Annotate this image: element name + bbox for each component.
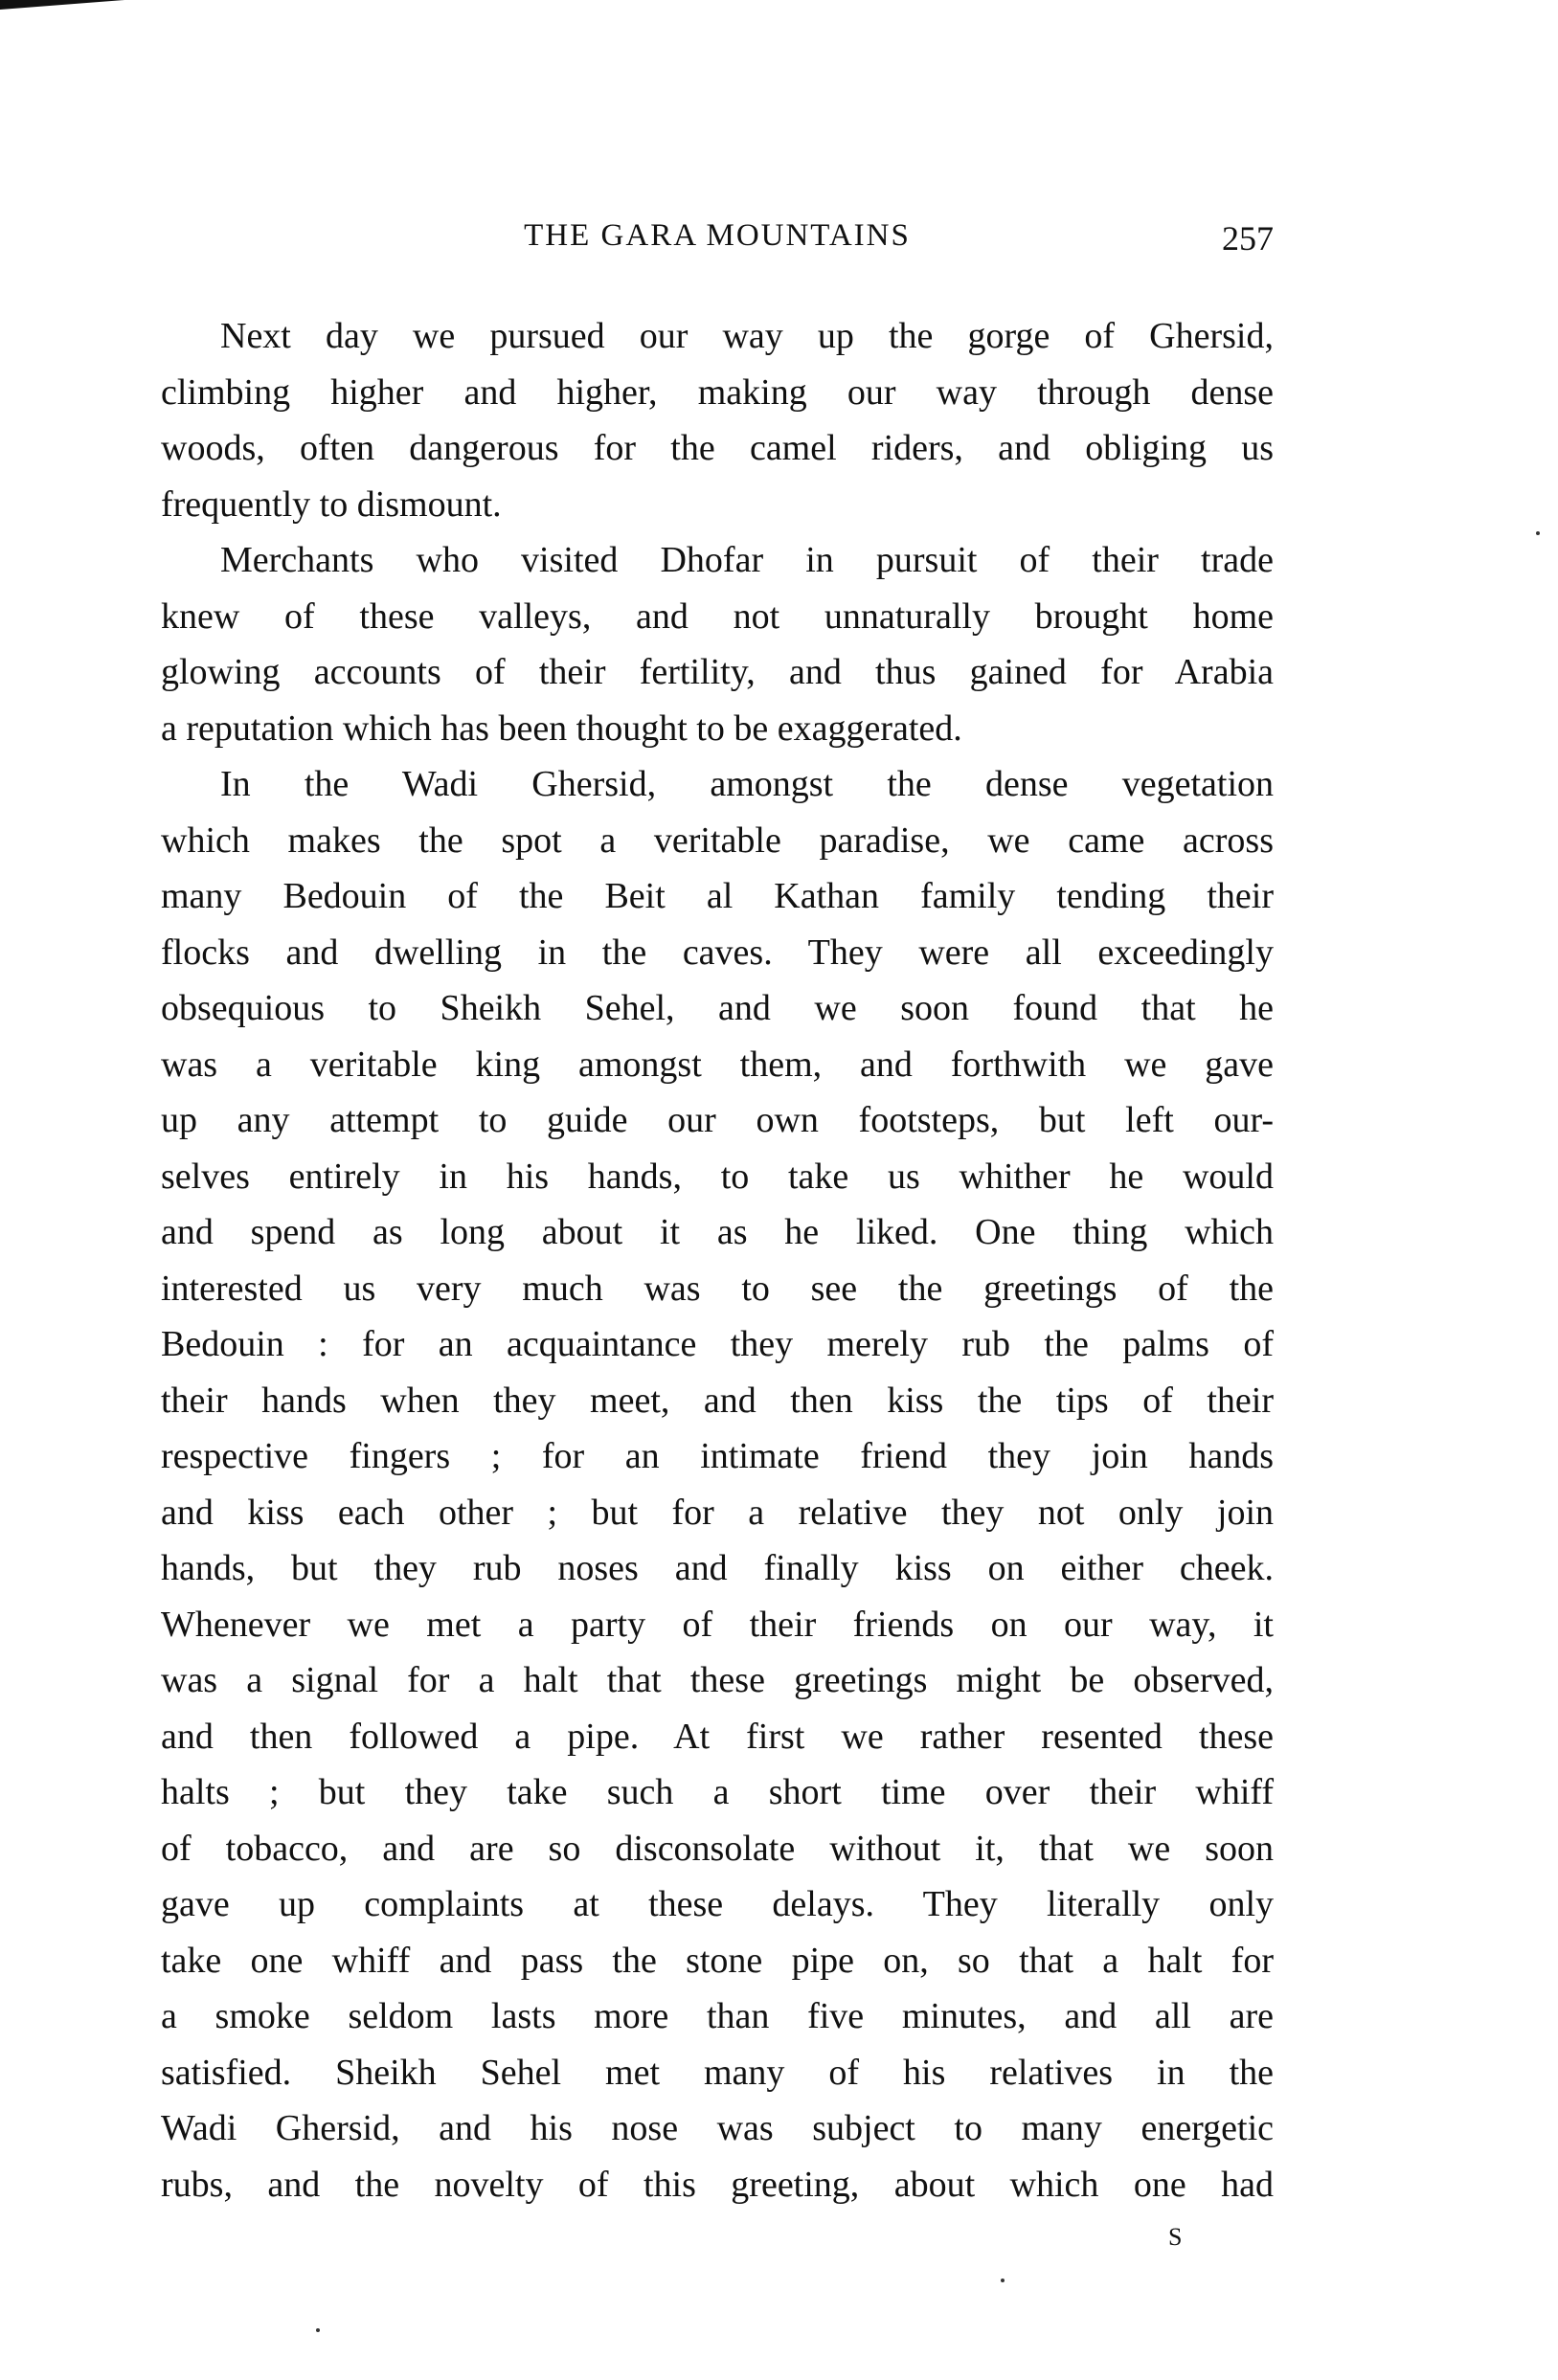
running-title: THE GARA MOUNTAINS bbox=[524, 218, 911, 253]
text-line: which makes the spot a veritable paradise, we came across bbox=[161, 820, 1274, 861]
paragraph bbox=[161, 308, 1274, 532]
scan-speck bbox=[1536, 531, 1540, 535]
text-line: woods, often dangerous for the camel riders, and obliging us bbox=[161, 428, 1274, 468]
text-line: Merchants who visited Dhofar in pursuit of their trade bbox=[220, 540, 1274, 580]
text-line: Wadi Ghersid, and his nose was subject to many energetic bbox=[161, 2108, 1274, 2148]
running-header bbox=[161, 218, 1274, 266]
page-number: 257 bbox=[1222, 219, 1274, 258]
text-line: respective fingers ; for an intimate friend they join hands bbox=[161, 1436, 1274, 1476]
text-line: In the Wadi Ghersid, amongst the dense vegetation bbox=[220, 764, 1274, 804]
text-line: flocks and dwelling in the caves. They were all exceedingly bbox=[161, 932, 1274, 973]
text-line: Next day we pursued our way up the gorge of Ghersid, bbox=[220, 316, 1274, 356]
text-line: selves entirely in his hands, to take us whither he would bbox=[161, 1156, 1274, 1197]
text-line: was a veritable king amongst them, and forthwith we gave bbox=[161, 1044, 1274, 1085]
text-line: gave up complaints at these delays. They literally only bbox=[161, 1884, 1274, 1924]
body-text bbox=[161, 308, 1274, 2212]
scan-corner-mark bbox=[0, 0, 124, 10]
text-line: interested us very much was to see the greetings of the bbox=[161, 1268, 1274, 1309]
scan-speck bbox=[316, 2328, 320, 2332]
text-line: knew of these valleys, and not unnaturally brought home bbox=[161, 595, 1274, 637]
text-line: was a signal for a halt that these greetings might be observed, bbox=[161, 1660, 1274, 1700]
text-line: of tobacco, and are so disconsolate without it, that we soon bbox=[161, 1828, 1274, 1869]
text-line: and spend as long about it as he liked. One thing which bbox=[161, 1212, 1274, 1252]
text-line: hands, but they rub noses and finally kiss on either cheek. bbox=[161, 1548, 1274, 1588]
text-line: climbing higher and higher, making our way through dense bbox=[161, 371, 1274, 413]
text-line: obsequious to Sheikh Sehel, and we soon found that he bbox=[161, 988, 1274, 1028]
paragraph bbox=[161, 532, 1274, 756]
text-line: Whenever we met a party of their friends on our way, it bbox=[161, 1604, 1274, 1645]
text-line: frequently to dismount. bbox=[161, 483, 502, 525]
text-line: many Bedouin of the Beit al Kathan family tending their bbox=[161, 876, 1274, 916]
text-line: rubs, and the novelty of this greeting, about which one had bbox=[161, 2164, 1274, 2205]
text-line: and kiss each other ; but for a relative they not only join bbox=[161, 1492, 1274, 1533]
text-line: halts ; but they take such a short time over their whiff bbox=[161, 1772, 1274, 1812]
signature-mark: S bbox=[1168, 2223, 1183, 2251]
text-line: glowing accounts of their fertility, and thus gained for Arabia bbox=[161, 652, 1274, 692]
text-line: up any attempt to guide our own footsteps, but left our- bbox=[161, 1100, 1274, 1140]
text-line: Bedouin : for an acquaintance they merely rub the palms of bbox=[161, 1324, 1274, 1364]
text-line: and then followed a pipe. At first we rather resented these bbox=[161, 1716, 1274, 1757]
text-line: satisfied. Sheikh Sehel met many of his relatives in the bbox=[161, 2052, 1274, 2093]
text-line: their hands when they meet, and then kiss the tips of their bbox=[161, 1380, 1274, 1421]
text-line: take one whiff and pass the stone pipe on, so that a halt for bbox=[161, 1940, 1274, 1981]
text-line: a smoke seldom lasts more than five minutes, and all are bbox=[161, 1996, 1274, 2036]
text-line: a reputation which has been thought to be exaggerated. bbox=[161, 707, 962, 749]
scan-speck bbox=[1001, 2279, 1005, 2282]
paragraph bbox=[161, 756, 1274, 2212]
